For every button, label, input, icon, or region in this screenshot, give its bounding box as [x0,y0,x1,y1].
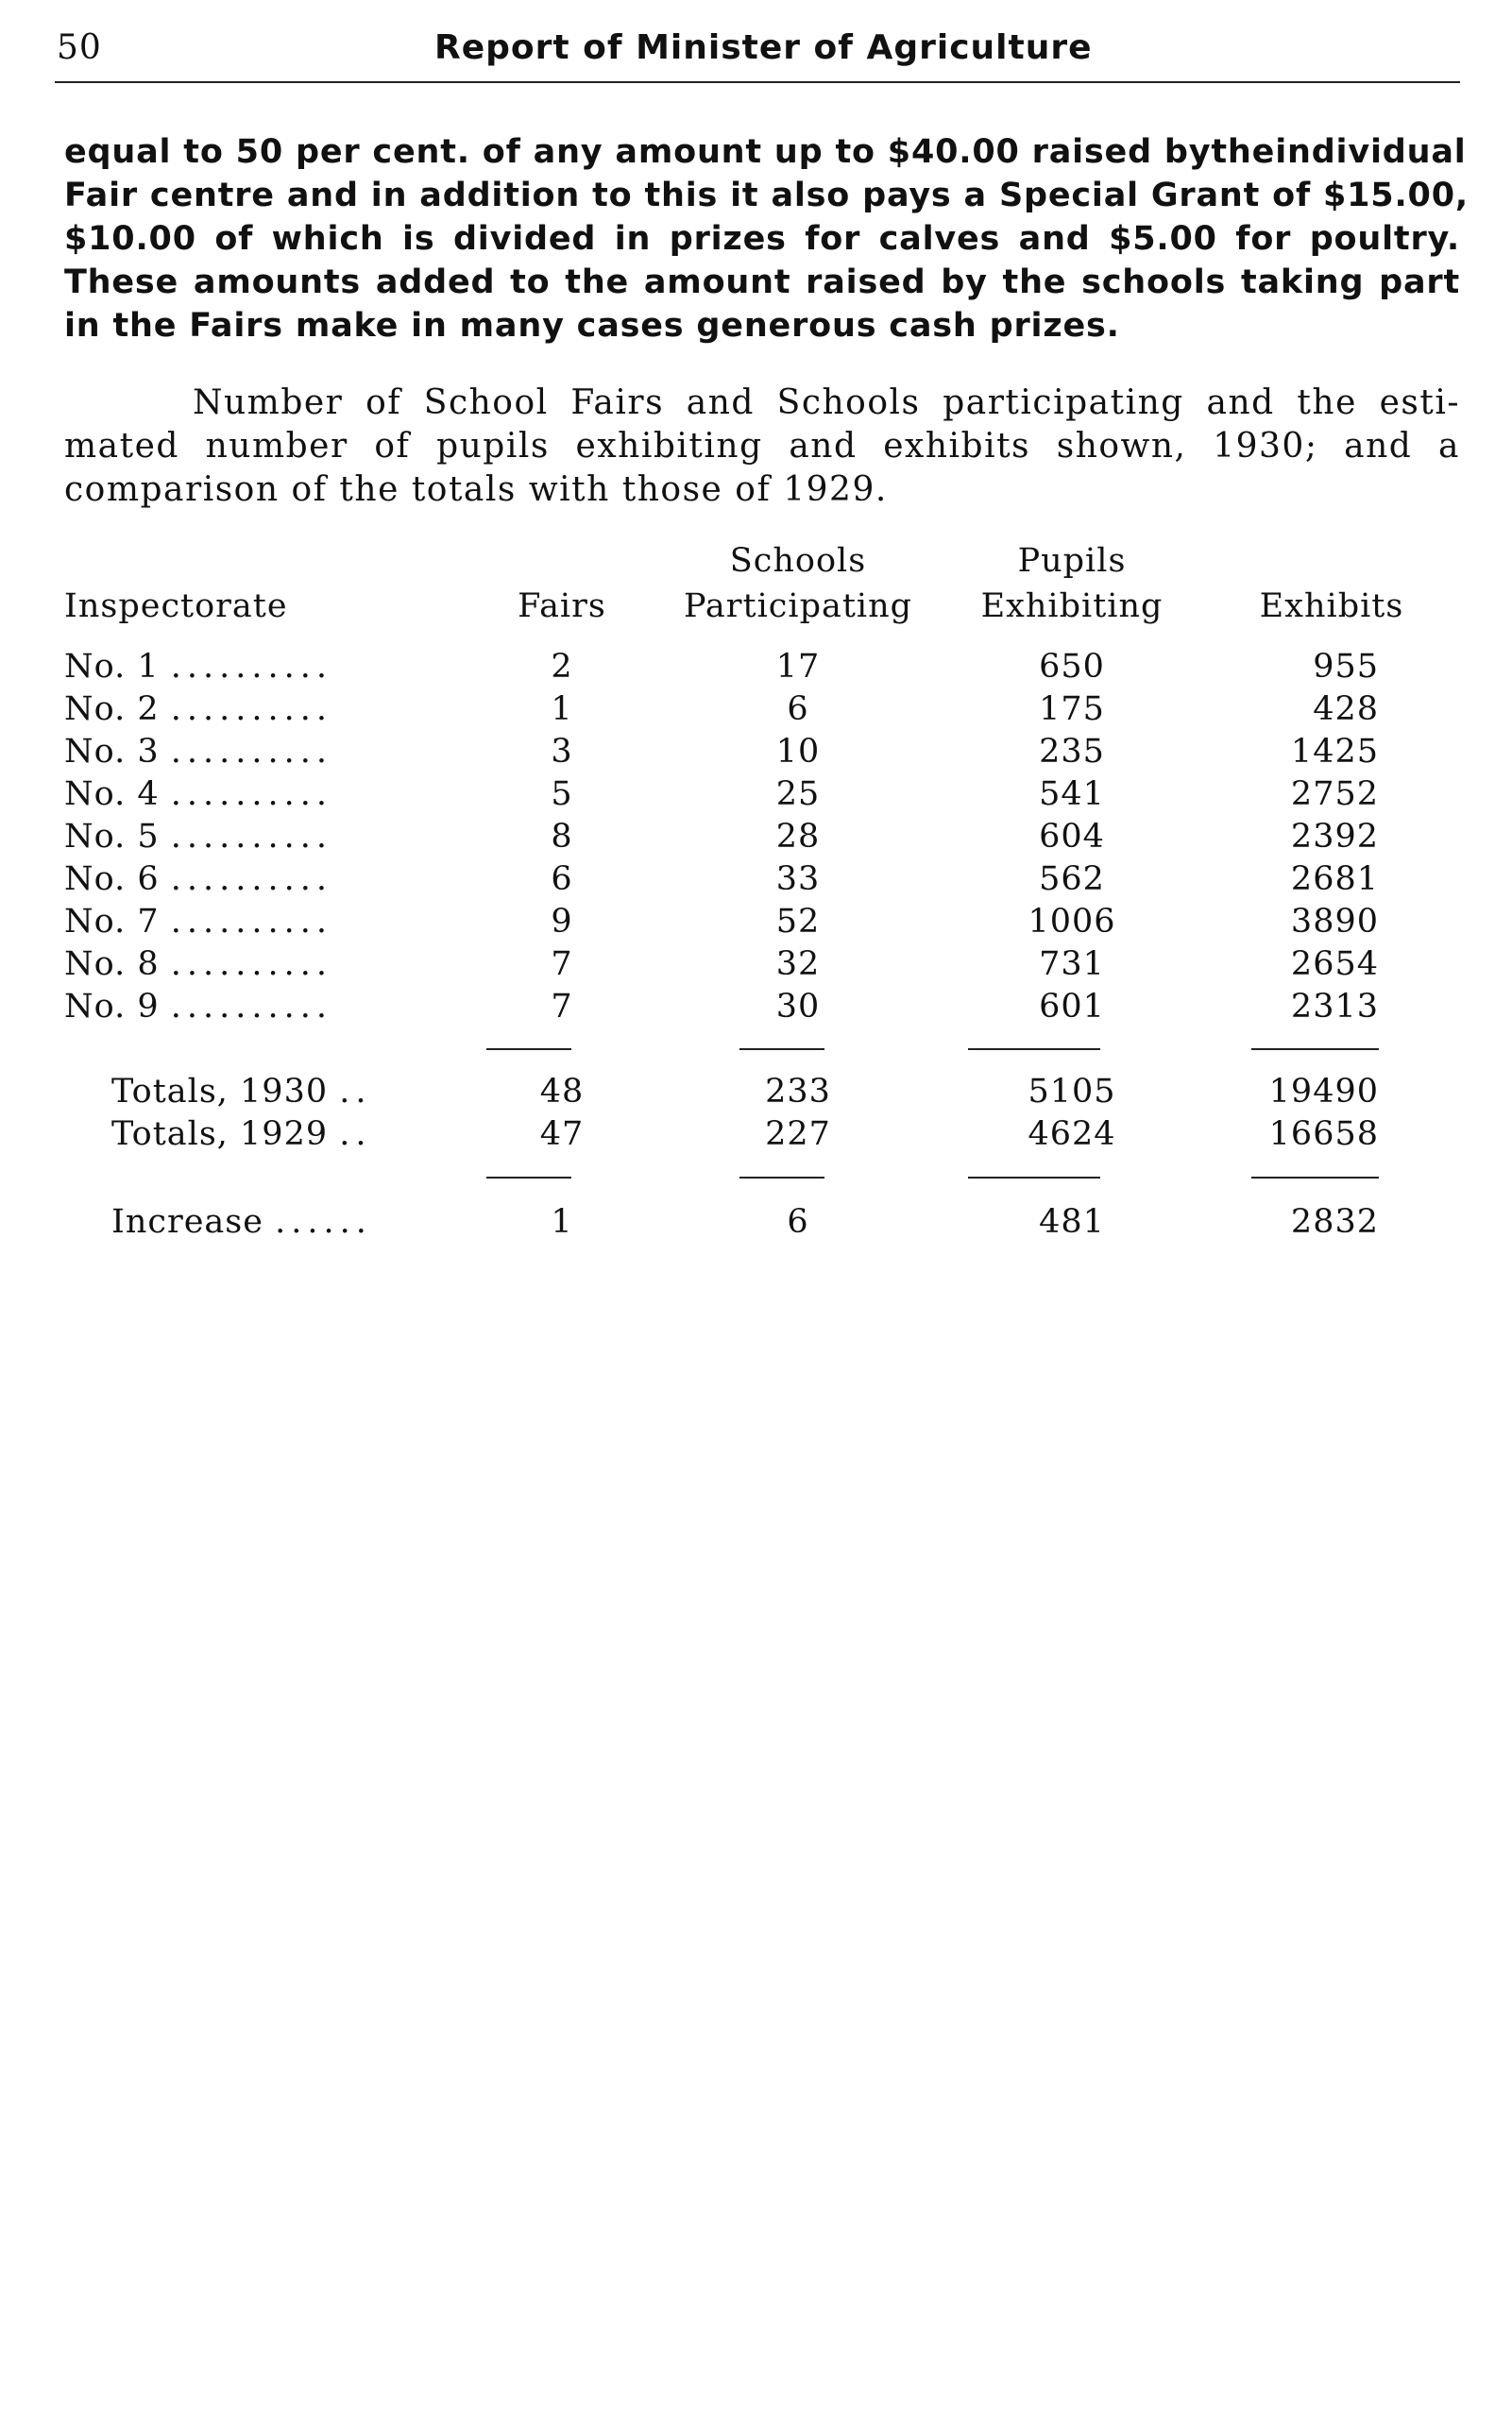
cell-schools: 30 [775,988,821,1026]
header-schools-line1: Schools [729,542,867,580]
cell-pupils: 1006 [1028,903,1116,941]
paragraph-line: These amounts added to the amount raised by the schools taking part [64,263,1460,301]
cell-exhibits: 2752 [1290,775,1379,813]
cell-schools: 33 [775,860,821,898]
column-rule [739,1048,824,1050]
cell-exhibits: 2654 [1290,945,1379,983]
column-rule [1251,1048,1379,1050]
cell-exhibits: 2392 [1290,818,1379,856]
header-rule [55,81,1460,83]
paragraph-table-intro [64,382,1460,512]
cell-pupils: 541 [1039,775,1105,813]
row-label: No. 1 [64,648,160,686]
row-label: Totals, 1929 [111,1115,329,1153]
header-exhibits: Exhibits [1259,587,1404,625]
cell-exhibits: 1425 [1290,733,1379,771]
header-pupils-line1: Pupils [1017,542,1127,580]
row-label: No. 3 [64,733,160,771]
cell-exhibits: 2832 [1290,1203,1379,1241]
cell-exhibits: 955 [1313,648,1379,686]
cell-fairs: 1 [551,1203,573,1241]
leader-dots: .. [339,1073,372,1111]
paragraph-line: in the Fairs make in many cases generous cash prizes. [64,307,1120,345]
cell-schools: 227 [765,1115,831,1153]
cell-exhibits: 2313 [1290,988,1379,1026]
cell-fairs: 8 [551,818,573,856]
cell-exhibits: 3890 [1290,903,1379,941]
cell-schools: 25 [775,775,821,813]
column-rule [486,1177,571,1179]
paragraph-line: equal to 50 per cent. of any amount up to $40.00 raised bytheindividual [64,133,1467,171]
paragraph-line: comparison of the totals with those of 1929. [64,470,888,509]
cell-schools: 6 [787,1203,809,1241]
leader-dots: .......... [170,988,333,1026]
leader-dots: .......... [170,733,333,771]
leader-dots: .......... [170,903,333,941]
row-label: No. 7 [64,903,160,941]
row-label: No. 6 [64,860,160,898]
cell-fairs: 1 [551,690,573,728]
cell-schools: 6 [787,690,809,728]
column-rule [968,1048,1100,1050]
leader-dots: .. [339,1115,372,1153]
row-label: Totals, 1930 [111,1073,329,1111]
page-number: 50 [57,28,102,67]
paragraph-line: $10.00 of which is divided in prizes for calves and $5.00 for poultry. [64,220,1460,258]
row-label: No. 5 [64,818,160,856]
leader-dots: .......... [170,775,333,813]
running-head: Report of Minister of Agriculture [434,28,1093,67]
cell-exhibits: 2681 [1290,860,1379,898]
cell-schools: 233 [765,1073,831,1111]
cell-pupils: 731 [1039,945,1105,983]
cell-pupils: 175 [1039,690,1105,728]
cell-fairs: 7 [551,988,573,1026]
column-rule [1251,1177,1379,1179]
cell-fairs: 7 [551,945,573,983]
column-rule [486,1048,571,1050]
cell-pupils: 601 [1039,988,1105,1026]
leader-dots: .......... [170,860,333,898]
leader-dots: .......... [170,945,333,983]
cell-schools: 17 [775,648,821,686]
cell-pupils: 5105 [1028,1073,1116,1111]
cell-fairs: 2 [551,648,573,686]
row-label: Increase [111,1203,263,1241]
leader-dots: .......... [170,818,333,856]
header-pupils-line2: Exhibiting [980,587,1164,625]
cell-schools: 52 [775,903,821,941]
row-label: No. 2 [64,690,160,728]
paragraph-line: Fair centre and in addition to this it also pays a Special Grant of $15.00, [64,177,1469,214]
leader-dots: ...... [275,1203,372,1241]
cell-fairs: 6 [551,860,573,898]
cell-fairs: 3 [551,733,573,771]
cell-fairs: 48 [539,1073,585,1111]
row-label: No. 9 [64,988,160,1026]
cell-exhibits: 16658 [1268,1115,1379,1153]
cell-fairs: 9 [551,903,573,941]
cell-fairs: 47 [539,1115,585,1153]
paragraph-line: Number of School Fairs and Schools participating and the esti- [193,383,1460,422]
leader-dots: .......... [170,690,333,728]
cell-schools: 10 [775,733,821,771]
header-schools-line2: Participating [683,587,913,625]
cell-pupils: 4624 [1028,1115,1116,1153]
cell-exhibits: 19490 [1268,1073,1379,1111]
cell-pupils: 235 [1039,733,1105,771]
cell-pupils: 650 [1039,648,1105,686]
cell-pupils: 481 [1039,1203,1105,1241]
cell-schools: 32 [775,945,821,983]
cell-schools: 28 [775,818,821,856]
cell-exhibits: 428 [1313,690,1379,728]
row-label: No. 4 [64,775,160,813]
column-rule [739,1177,824,1179]
cell-pupils: 604 [1039,818,1105,856]
paragraph-grant-details [64,130,1469,348]
cell-fairs: 5 [551,775,573,813]
cell-pupils: 562 [1039,860,1105,898]
leader-dots: .......... [170,648,333,686]
row-label: No. 8 [64,945,160,983]
header-fairs: Fairs [518,587,606,625]
paragraph-line: mated number of pupils exhibiting and exhibits shown, 1930; and a [64,427,1460,466]
column-rule [968,1177,1100,1179]
header-inspectorate: Inspectorate [64,587,288,625]
